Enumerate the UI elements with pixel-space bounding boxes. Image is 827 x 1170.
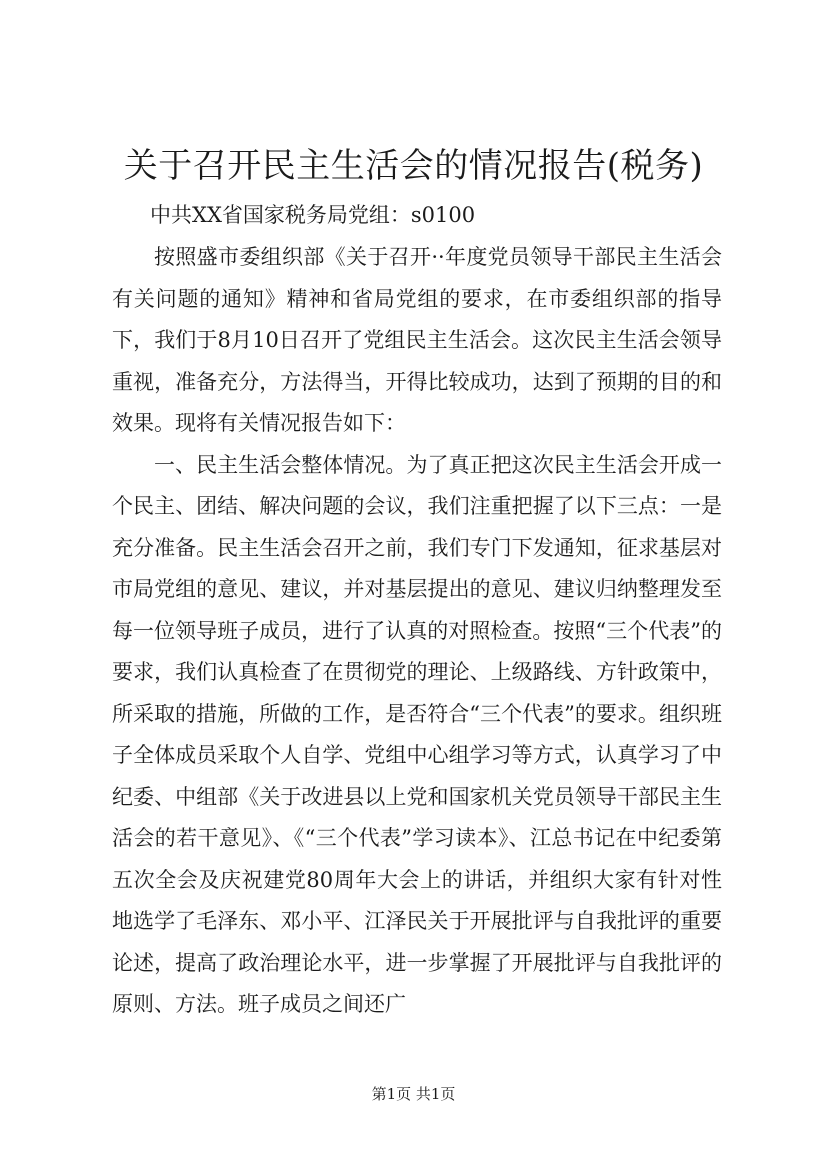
document-body xyxy=(112,237,722,1026)
page-footer: 第1页 共1页 xyxy=(371,1085,456,1103)
paragraph: 一、民主生活会整体情况。为了真正把这次民主生活会开成一个民主、团结、解决问题的会议，我们注重把握了以下三点：一是充分准备。民主生活会召开之前，我们专门下发通知，征求基层对市局党组的意见、建议，并对基层提出的意见、建议归纳整理发至每一位领导班子成员，进行了认真的对照检查。按照“三个代表”的要求，我们认真检查了在贯彻党的理论、上级路线、方针政策中，所采取的措施，所做的工作，是否符合“三个代表”的要求。组织班子全体成员采取个人自学、党组中心组学习等方式，认真学习了中纪委、中组部《关于改进县以上党和国家机关党员领导干部民主生活会的若干意见》、《“三个代表”学习读本》、江总书记在中纪委第五次全会及庆祝建党80周年大会上的讲话，并组织大家有针对性地选学了毛泽东、邓小平、江泽民关于开展批评与自我批评的重要论述，提高了政治理论水平，进一步掌握了开展批评与自我批评的原则、方法。班子成员之间还广 xyxy=(112,452,722,1016)
paragraph: 按照盛市委组织部《关于召开··年度党员领导干部民主生活会有关问题的通知》精神和省局党组的要求，在市委组织部的指导下，我们于8月10日召开了党组民主生活会。这次民主生活会领导重视，准备充分，方法得当，开得比较成功，达到了预期的目的和效果。现将有关情况报告如下： xyxy=(112,245,722,435)
document-subtitle: 中共XX省国家税务局党组：s0100 xyxy=(150,203,476,227)
document-title: 关于召开民主生活会的情况报告(税务) xyxy=(123,146,704,186)
